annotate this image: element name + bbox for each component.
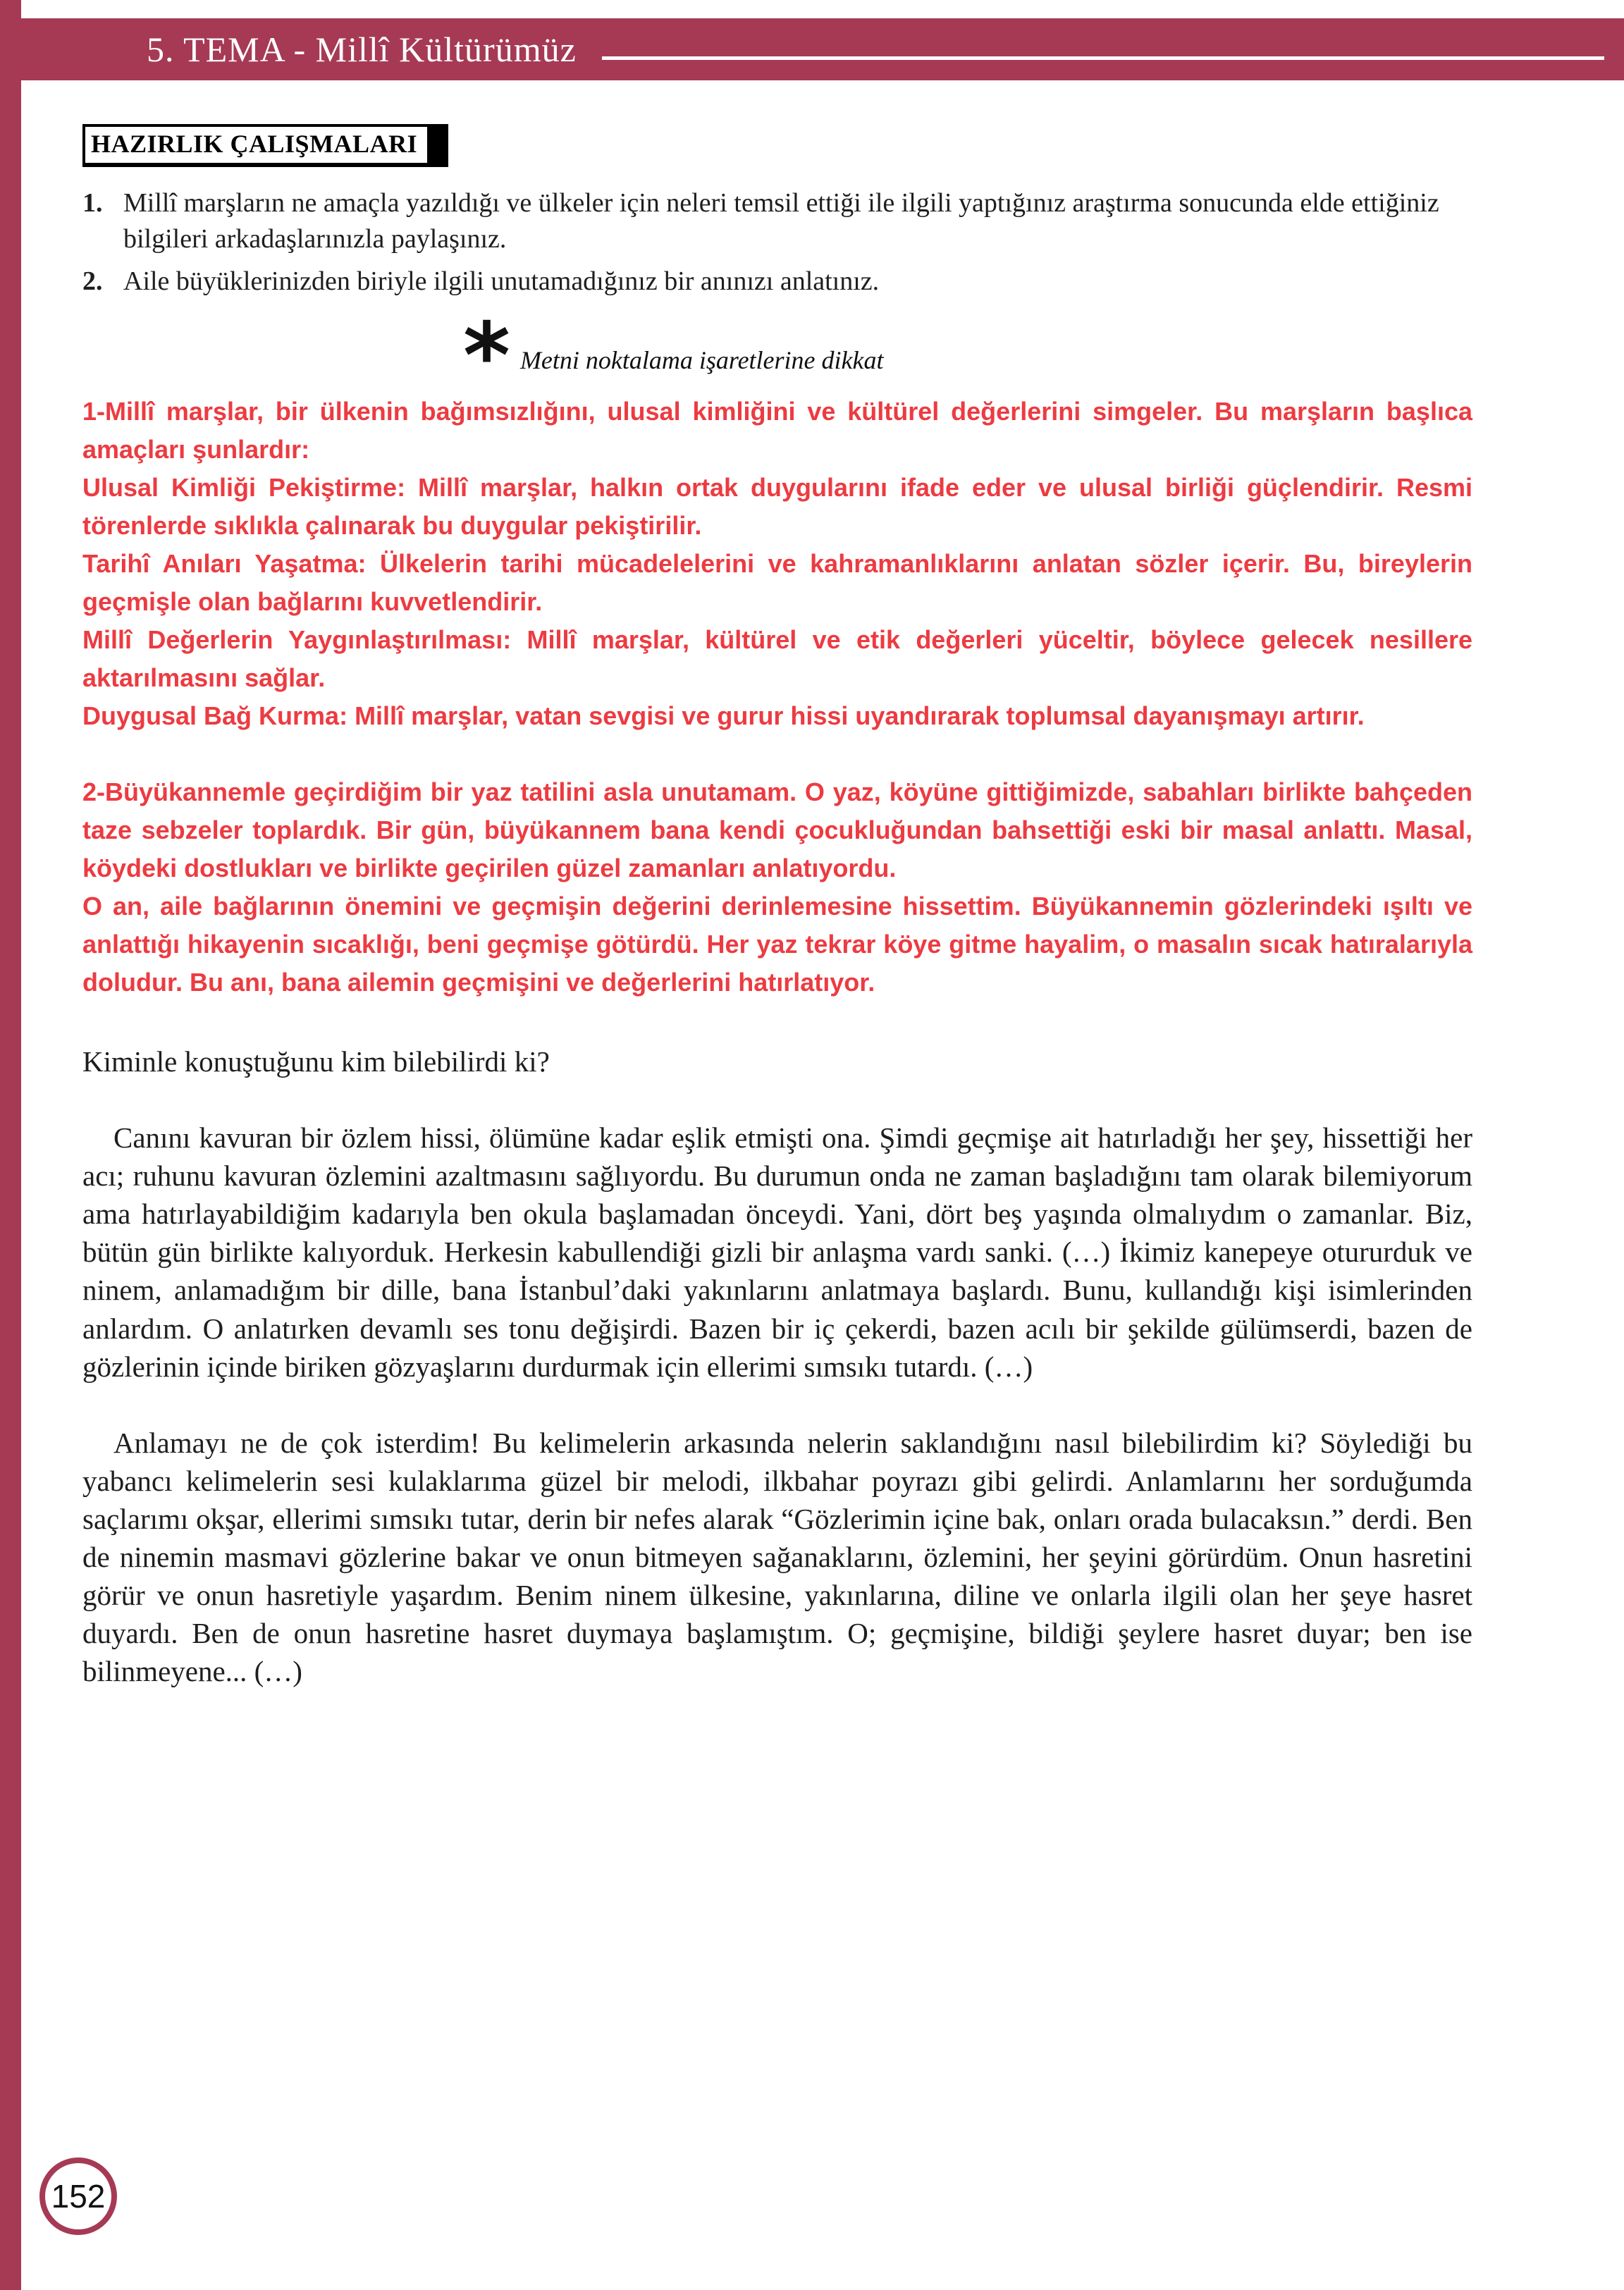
asterisk-icon: * (463, 303, 510, 409)
prep-item-1 (82, 185, 1472, 258)
prep-item-1-number: 1. (82, 188, 103, 218)
answer-paragraph: O an, aile bağlarının önemini ve geçmişin değerini derinlemesine hissettim. Büyükannemin gözlerindeki ışıltı ve anlattığı hikayenin sıcaklığı, beni geçmişe götürdü. Her yaz tekrar köye gitme hayalim, o masalın sıcak hatıralarıyla doludur. Bu anı, bana ailemin geçmişini ve değerlerini hatırlatıyor. (82, 891, 1472, 997)
prep-item-2 (82, 264, 1472, 300)
tema-title: 5. TEMA - Millî Kültürümüz (147, 30, 577, 69)
prep-item-1-text: Millî marşların ne amaçla yazıldığı ve ülkeler için neleri temsil ettiği ile ilgili yaptığınız araştırma sonucunda elde ettiğiniz bilgileri arkadaşlarınızla paylaşınız. (123, 188, 1439, 254)
header-rule (602, 56, 1604, 60)
answer-paragraph: Tarihî Anıları Yaşatma: Ülkelerin tarihi mücadelelerini ve kahramanlıklarını anlatan sözler içerir. Bu, bireylerin geçmişle olan bağlarını kuvvetlendirir. (82, 548, 1472, 616)
answer-paragraph: Ulusal Kimliği Pekiştirme: Millî marşlar, halkın ortak duygularını ifade eder ve ulusal birliği güçlendirir. Resmi törenlerde sıklıkla çalınarak bu duygular pekiştirilir. (82, 472, 1472, 540)
reading-text (82, 1042, 1472, 1691)
punctuation-note-text: Metni noktalama işaretlerine dikkat (519, 345, 884, 374)
reading-paragraph: Anlamayı ne de çok isterdim! Bu kelimelerin arkasında nelerin saklandığını nasıl bilebilirdim ki? Söylediği bu yabancı kelimelerin sesi kulaklarıma güzel bir melodi, ilkbahar poyrazı gibi gelirdi. Anlamlarını her sorduğumda saçlarımı okşar, ellerimi sımsıkı tutar, derin bir nefes alarak “Gözlerimin içine bak, onları orada bulacaksın.” derdi. Ben de ninemin masmavi gözlerine bakar ve onun bitmeyen sağanaklarını, özlemini, her şeyini görürdüm. Onun hasretini görür ve onun hasretiyle yaşardım. Benim ninem ülkesine, yakınlarına, diline ve onlarla ilgili olan her şeye hasret duyardı. Ben de onun hasretine hasret duymaya başlamıştım. O; geçmişine, bildiği şeylere hasret duyar; ben ise bilinmeyene... (…) (82, 1426, 1472, 1688)
answer-paragraph: Duygusal Bağ Kurma: Millî marşlar, vatan sevgisi ve gurur hissi uyandırarak toplumsal dayanışmayı artırır. (82, 701, 1365, 730)
page-content (82, 80, 1472, 1691)
prep-item-2-text: Aile büyüklerinizden biriyle ilgili unutamadığınız bir anınızı anlatınız. (123, 266, 880, 296)
left-accent-bar (0, 0, 21, 2290)
page-number-badge (39, 2157, 117, 2235)
prep-item-2-number: 2. (82, 266, 103, 296)
answer-paragraph: 1-Millî marşlar, bir ülkenin bağımsızlığını, ulusal kimliğini ve kültürel değerlerini simgeler. Bu marşların başlıca amaçları şunlardır: (82, 396, 1472, 464)
page-number: 152 (51, 2178, 106, 2215)
answer-paragraph: 2-Büyükannemle geçirdiğim bir yaz tatilini asla unutamam. O yaz, köyüne gittiğimizde, sabahları birlikte bahçeden taze sebzeler toplardık. Bir gün, büyükannem bana kendi çocukluğundan bahsettiği eski bir masal anlattı. Masal, köydeki dostlukları ve birlikte geçirilen güzel zamanları anlatıyordu. (82, 777, 1472, 882)
prep-heading-label: HAZIRLIK ÇALIŞMALARI (91, 130, 418, 158)
answer-paragraph: Millî Değerlerin Yaygınlaştırılması: Millî marşlar, kültürel ve etik değerleri yüceltir, böylece gelecek nesillere aktarılmasını sağlar. (82, 624, 1472, 692)
prep-heading-endcap (427, 127, 445, 163)
reading-paragraph: Canını kavuran bir özlem hissi, ölümüne kadar eşlik etmişti ona. Şimdi geçmişe ait hatırladığı her şey, hissettiği her acı; ruhunu kavuran özlemini azaltmasını sağlıyordu. Bu durumun onda ne zaman başladığını tam olarak bilemiyorum ama hatırlayabildiğim kadarıyla ben okula başlamadan önceydi. Yani, dört beş yaşında olmalıydım o zamanlar. Biz, bütün gün birlikte kalıyorduk. Herkesin kabullendiği gizli bir anlaşma vardı sanki. (…) İkimiz kanepeye otururduk ve ninem, anlamadığım bir dille, bana İstanbul’daki yakınlarını anlatmaya başlardı. Bunu, kullandığı kişi isimlerinden anlardım. O anlatırken devamlı ses tonu değişirdi. Bazen bir iç çekerdi, bazen acılı bir şekilde gülümserdi, bazen de gözlerinin içinde biriken gözyaşlarını durdurmak için ellerimi sımsıkı tutardı. (…) (82, 1121, 1472, 1383)
prep-heading (82, 124, 448, 167)
punctuation-note (463, 303, 1472, 409)
prep-list (82, 185, 1472, 300)
tema-header (21, 18, 1624, 80)
handwritten-answers (82, 393, 1472, 1002)
reading-line: Kiminle konuştuğunu kim bilebilirdi ki? (82, 1045, 550, 1078)
